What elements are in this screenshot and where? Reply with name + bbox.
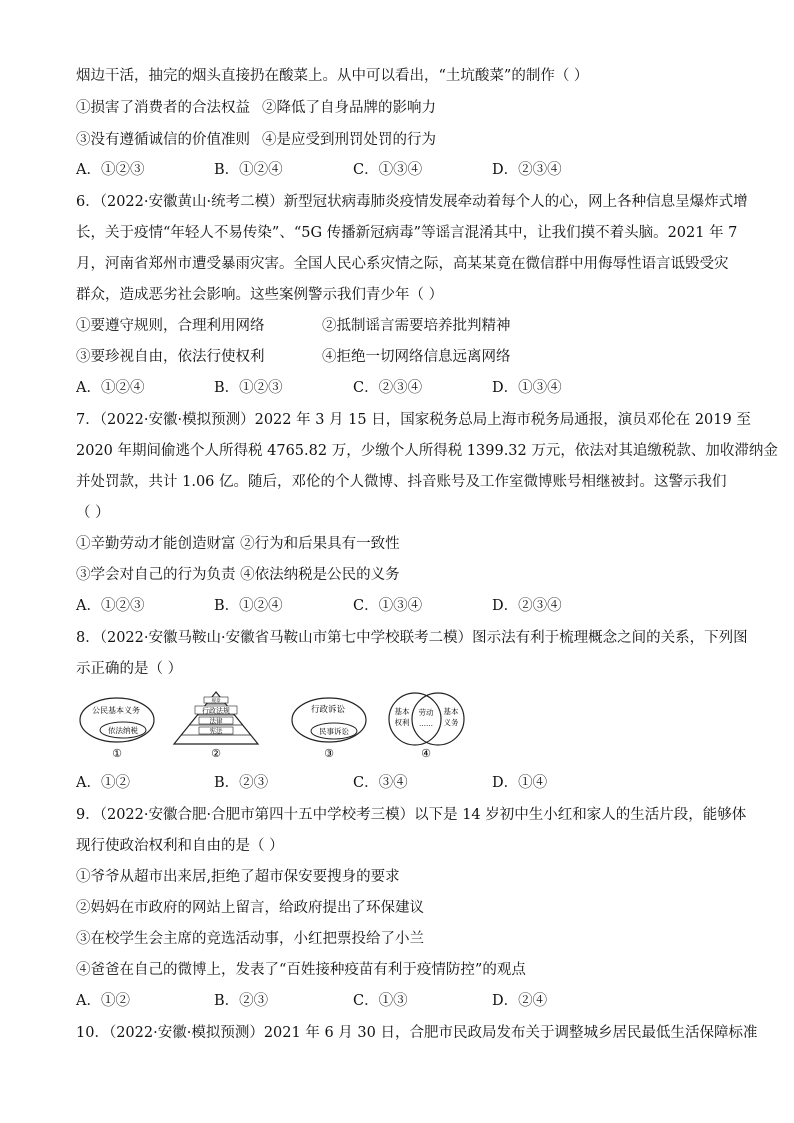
q9-option-b[interactable]: B．②③: [214, 993, 269, 1009]
q10-stem-line-1: 10．（2022·安徽·模拟预测）2021 年 6 月 30 日，合肥市民政局发布关于调整城乡居民最低生活保障标准: [76, 1025, 758, 1041]
q6-stem-line-4: 群众，造成恶劣社会影响。这些案例警示我们青少年（ ）: [76, 287, 444, 303]
q8-fig2-number: ②: [211, 747, 221, 760]
q8-fig4-left-label: 基本: [394, 707, 410, 716]
q9-stem-line-2: 现行使政治权利和自由的是（ ）: [76, 838, 284, 854]
q5-stem-line: 烟边干活，抽完的烟头直接扔在酸菜上。从中可以看出，“土坑酸菜”的制作（ ）: [76, 68, 589, 84]
q9-statement-4: ④爸爸在自己的微博上，发表了“百姓接种疫苗有利于疫情防控”的观点: [76, 962, 526, 978]
svg-text:……: ……: [419, 720, 433, 728]
q5-option-d[interactable]: D．②③④: [492, 162, 562, 178]
q5-option-a[interactable]: A．①②③: [76, 162, 145, 178]
q5-option-b[interactable]: B．①②④: [214, 162, 283, 178]
q8-fig1-outer-label: 公民基本义务: [92, 706, 140, 715]
q8-fig2-pyramid: [174, 692, 258, 760]
q8-fig2-top-label: 规章: [211, 699, 221, 704]
q8-fig4-venn: [389, 693, 464, 760]
q6-option-c[interactable]: C．②③④: [353, 380, 423, 396]
q5-options: [76, 160, 716, 180]
q8-option-d[interactable]: D．①④: [492, 775, 548, 791]
q5-option-c[interactable]: C．①③④: [353, 162, 423, 178]
q8-option-c[interactable]: C．③④: [353, 775, 408, 791]
q6-stem-line-1: 6．（2022·安徽黄山·统考二模）新型冠状病毒肺炎疫情发展牵动着每个人的心，网上各种信息呈爆炸式增: [76, 194, 748, 210]
q6-options: [76, 378, 716, 398]
q6-statements-row2: [76, 347, 716, 367]
q8-fig1-number: ①: [112, 747, 122, 760]
q6-option-b[interactable]: B．①②③: [214, 380, 283, 396]
q6-option-a[interactable]: A．①②④: [76, 380, 145, 396]
q7-stem-line-1: 7．（2022·安徽·模拟预测）2022 年 3 月 15 日，国家税务总局上海市税务局通报，演员邓伦在 2019 至: [76, 412, 751, 428]
q8-fig3-number: ③: [324, 747, 334, 760]
q9-option-a[interactable]: A．①②: [76, 993, 130, 1009]
q9-statement-2: ②妈妈在市政府的网站上留言，给政府提出了环保建议: [76, 900, 424, 916]
q6-statement-4: ④拒绝一切网络信息远离网络: [322, 349, 511, 365]
q7-option-d[interactable]: D．②③④: [492, 598, 562, 614]
q8-fig2-level-2: 行政法规: [202, 707, 230, 715]
q8-fig2-level-3: 法律: [209, 717, 223, 725]
q7-options: [76, 596, 716, 616]
q7-stem-line-4: （ ）: [76, 505, 110, 521]
q5-statement-4: ④是应受到刑罚处罚的行为: [262, 132, 436, 148]
q6-stem-line-3: 月，河南省郑州市遭受暴雨灾害。全国人民心系灾情之际，高某某竟在微信群中用侮辱性语言诋毁受灾: [76, 256, 729, 272]
q8-fig3-inner-label: 民事诉讼: [319, 727, 349, 736]
q8-fig4-right-label: 基本: [443, 707, 459, 716]
q9-stem-line-1: 9．（2022·安徽合肥·合肥市第四十五中学校考三模）以下是 14 岁初中生小红和家人的生活片段，能够体: [76, 807, 747, 823]
q9-option-d[interactable]: D．②④: [492, 993, 548, 1009]
q8-fig1-nested-ellipses: [80, 698, 154, 760]
q8-fig3-nested-ellipses: [292, 698, 366, 760]
q8-options: [76, 773, 716, 793]
q7-stem-line-3: 并处罚款，共计 1.06 亿。随后，邓伦的个人微博、抖音账号及工作室微博账号相继被封。这警示我们: [76, 474, 727, 490]
q8-fig2-level-4: 宪法: [209, 727, 223, 735]
q7-stem-line-2: 2020 年期间偷逃个人所得税 4765.82 万，少缴个人所得税 1399.32 万元，依法对其追缴税款、加收滞纳金: [76, 443, 778, 459]
svg-text:义务: 义务: [443, 718, 459, 727]
q8-option-a[interactable]: A．①②: [76, 775, 130, 791]
q7-option-b[interactable]: B．①②④: [214, 598, 283, 614]
q8-stem-line-2: 示正确的是（ ）: [76, 661, 183, 677]
q6-option-d[interactable]: D．①③④: [492, 380, 562, 396]
q9-statement-3: ③在校学生会主席的竞选活动事，小红把票投给了小兰: [76, 931, 424, 947]
q5-statement-1: ①损害了消费者的合法权益: [76, 100, 250, 116]
q8-stem-line-1: 8．（2022·安徽马鞍山·安徽省马鞍山市第七中学校联考二模）图示法有利于梳理概念之间的关系，下列图: [76, 630, 748, 646]
svg-text:权利: 权利: [394, 718, 410, 727]
q6-statements-row1: [76, 316, 716, 336]
q7-option-c[interactable]: C．①③④: [353, 598, 423, 614]
q5-statements-row1: [76, 98, 716, 118]
q8-fig3-outer-label: 行政诉讼: [310, 705, 346, 715]
q6-statement-1: ①要遵守规则，合理利用网络: [76, 318, 265, 334]
q6-statement-3: ③要珍视自由，依法行使权利: [76, 349, 265, 365]
q8-option-b[interactable]: B．②③: [214, 775, 269, 791]
q5-statements-row2: [76, 130, 716, 150]
q8-fig4-middle-label: 劳动: [418, 708, 434, 717]
q7-statements-row1: ①辛勤劳动才能创造财富 ②行为和后果具有一致性: [76, 536, 400, 552]
q5-statement-3: ③没有遵循诚信的价值准则: [76, 132, 250, 148]
q5-statement-2: ②降低了自身品牌的影响力: [262, 100, 436, 116]
q9-statement-1: ①爷爷从超市出来居,拒绝了超市保安要搜身的要求: [76, 869, 400, 885]
q8-fig4-number: ④: [421, 747, 431, 760]
q7-option-a[interactable]: A．①②③: [76, 598, 145, 614]
q6-stem-line-2: 长，关于疫情“年轻人不易传染”、“5G 传播新冠病毒”等谣言混淆其中，让我们摸不着头脑。2021 年 7: [76, 225, 738, 241]
q9-options: [76, 991, 716, 1011]
q8-fig1-inner-label: 依法纳税: [108, 726, 138, 735]
q8-figure: [76, 688, 476, 760]
q7-statements-row2: ③学会对自己的行为负责 ④依法纳税是公民的义务: [76, 567, 400, 583]
q9-option-c[interactable]: C．①③: [353, 993, 408, 1009]
q6-statement-2: ②抵制谣言需要培养批判精神: [322, 318, 511, 334]
